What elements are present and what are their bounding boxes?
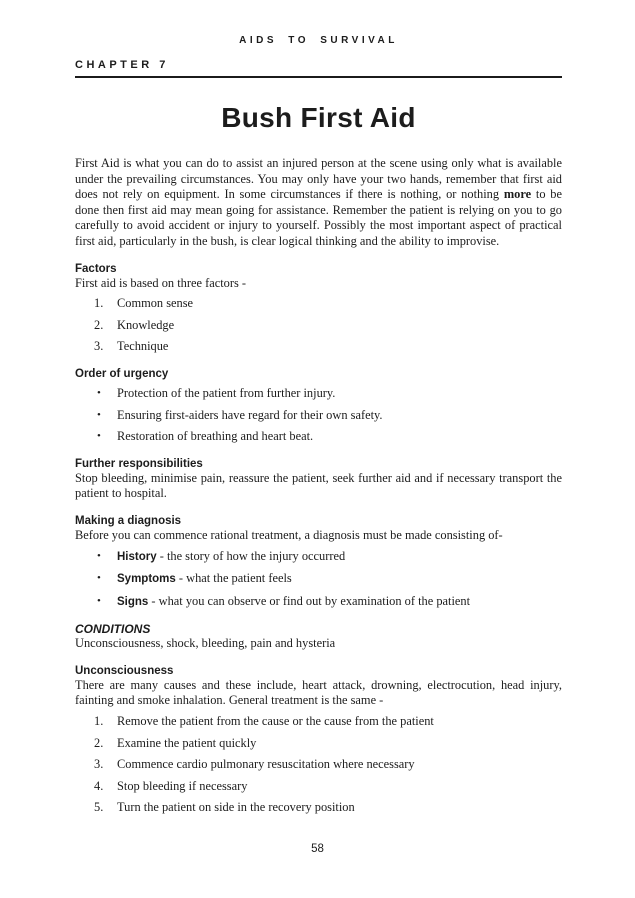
running-header: AIDS TO SURVIVAL xyxy=(239,35,398,46)
list-item xyxy=(75,757,562,773)
list-item-text: Protection of the patient from further injury. xyxy=(117,385,336,400)
list-item xyxy=(75,779,562,795)
list-item-text xyxy=(117,571,562,588)
list-item xyxy=(75,714,562,730)
list-item xyxy=(75,429,562,445)
diagnosis-lead: Before you can commence rational treatment, a diagnosis must be made consisting of- xyxy=(75,527,503,542)
bullet-icon: • xyxy=(97,572,101,585)
unconsciousness-lead: There are many causes and these include, heart attack, drowning, electrocution, head injury, fainting and smoke inhalation. General treatment is the same - xyxy=(75,677,562,708)
diagnosis-term: History xyxy=(117,550,157,563)
factors-lead: First aid is based on three factors - xyxy=(75,275,247,290)
section-heading-unconsciousness: Unconsciousness xyxy=(75,664,174,677)
list-item-number: 2. xyxy=(94,317,104,332)
bullet-icon: • xyxy=(97,594,101,607)
diagnosis-rest: - what the patient feels xyxy=(175,571,292,586)
unconsciousness-list xyxy=(75,714,562,816)
list-item xyxy=(75,318,562,334)
section-heading-responsibilities: Further responsibilities xyxy=(75,457,203,470)
list-item xyxy=(75,736,562,752)
list-item-number: 4. xyxy=(94,778,104,793)
list-item-text: Examine the patient quickly xyxy=(117,735,257,750)
list-item-number: 1. xyxy=(94,714,104,729)
intro-bold-word: more xyxy=(503,187,532,202)
page-number: 58 xyxy=(311,843,324,855)
list-item-text: Knowledge xyxy=(117,317,175,332)
diagnosis-rest: - what you can observe or find out by examination of the patient xyxy=(148,593,471,608)
diagnosis-rest: - the story of how the injury occurred xyxy=(156,548,346,563)
section-heading-diagnosis: Making a diagnosis xyxy=(75,514,182,527)
section-heading-urgency: Order of urgency xyxy=(75,367,169,380)
list-item xyxy=(75,296,562,312)
list-item-number: 3. xyxy=(94,339,104,354)
intro-text-1: First Aid is what you can do to assist an injured person at the scene using only what is available under the prevailing circumstances. You may only have your two hands, remember that first aid does not rely on equipment. In some circumstances if there is nothing, or nothing xyxy=(75,156,562,202)
list-item xyxy=(75,339,562,355)
list-item-number: 5. xyxy=(94,800,104,815)
bullet-icon: • xyxy=(97,408,101,421)
intro-text-2: to be done then first aid may mean going for assistance. Remember the patient is relying on you to go carefully to avoid accident or injury to yourself. Possibly the most important aspect of practical first aid, particularly in the bush, is clear logical thinking and the ability to improvise. xyxy=(75,187,562,248)
section-heading-factors: Factors xyxy=(75,262,117,275)
list-item xyxy=(75,549,562,566)
list-item-text: Remove the patient from the cause or the cause from the patient xyxy=(117,714,434,729)
list-item-text: Turn the patient on side in the recovery position xyxy=(117,800,355,815)
urgency-list xyxy=(75,386,562,445)
page-title: Bush First Aid xyxy=(221,102,416,133)
list-item-number: 1. xyxy=(94,296,104,311)
list-item xyxy=(75,571,562,588)
list-item-text: Ensuring first-aiders have regard for their own safety. xyxy=(117,407,383,422)
list-item xyxy=(75,386,562,402)
list-item-number: 2. xyxy=(94,735,104,750)
diagnosis-list xyxy=(75,549,562,611)
list-item-text: Restoration of breathing and heart beat. xyxy=(117,429,314,444)
chapter-label: CHAPTER 7 xyxy=(75,59,169,71)
responsibilities-body: Stop bleeding, minimise pain, reassure the patient, seek further aid and if necessary transport the patient to hospital. xyxy=(75,470,562,501)
bullet-icon: • xyxy=(97,430,101,443)
list-item-text xyxy=(117,594,562,611)
list-item xyxy=(75,800,562,816)
list-item-text xyxy=(117,549,562,566)
list-item xyxy=(75,594,562,611)
factors-list xyxy=(75,296,562,355)
list-item-text: Common sense xyxy=(117,296,194,311)
list-item-text: Commence cardio pulmonary resuscitation where necessary xyxy=(117,757,415,772)
section-heading-conditions: CONDITIONS xyxy=(75,622,151,637)
bullet-icon: • xyxy=(97,386,101,399)
list-item-number: 3. xyxy=(94,757,104,772)
list-item-text: Technique xyxy=(117,339,169,354)
bullet-icon: • xyxy=(97,549,101,562)
conditions-body: Unconsciousness, shock, bleeding, pain and hysteria xyxy=(75,636,336,651)
intro-paragraph xyxy=(75,156,562,250)
header-rule xyxy=(75,76,562,78)
diagnosis-term: Signs xyxy=(117,595,149,608)
diagnosis-term: Symptoms xyxy=(117,573,176,586)
list-item xyxy=(75,408,562,424)
list-item-text: Stop bleeding if necessary xyxy=(117,778,248,793)
